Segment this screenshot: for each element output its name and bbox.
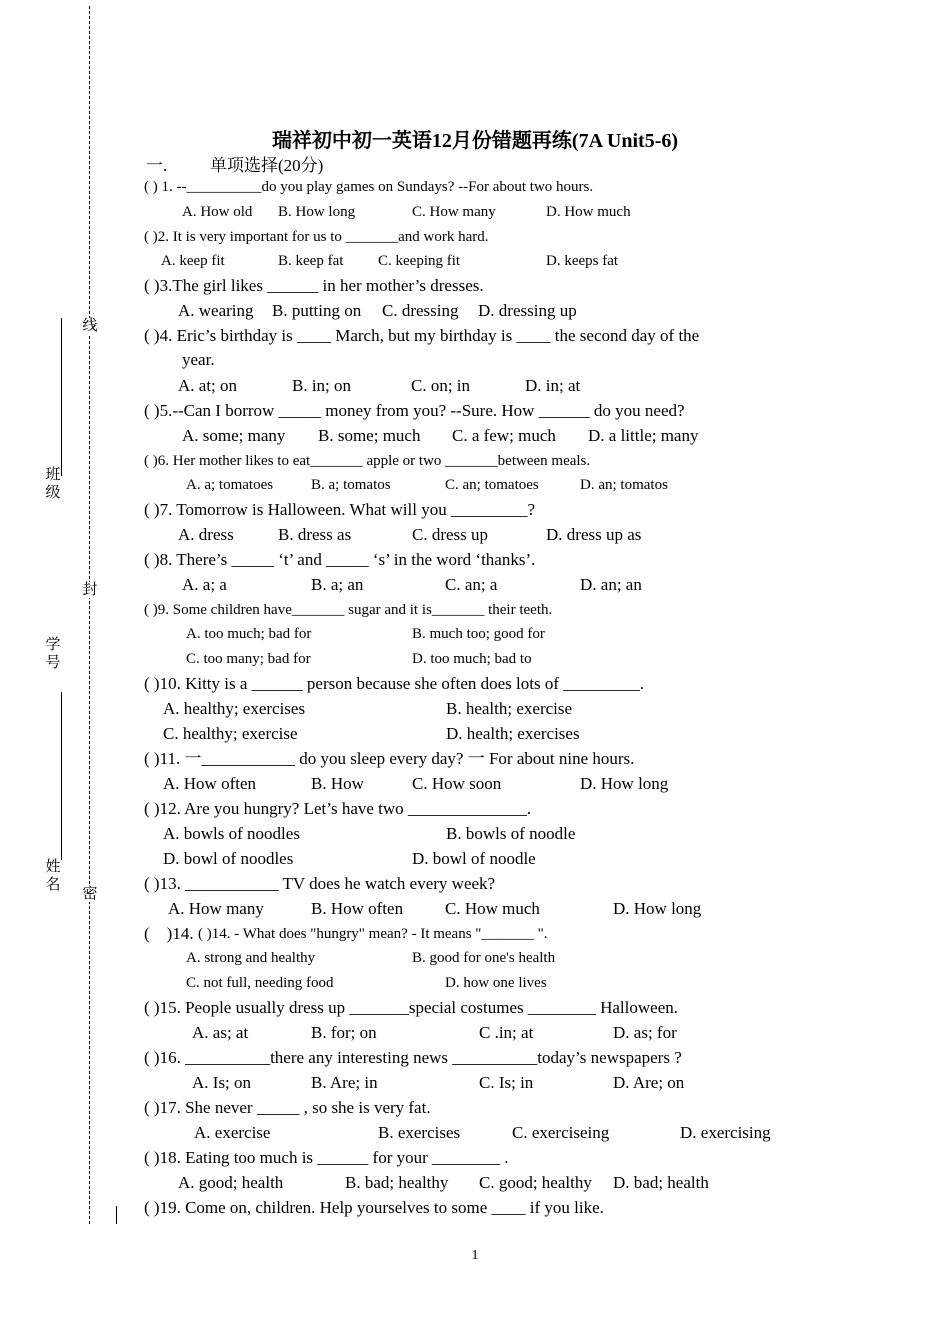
q17-option-d: D. exercising [680,1123,771,1142]
q10-option-d: D. health; exercises [446,724,580,743]
q17-option-b: B. exercises [378,1123,461,1142]
q10-option-b: B. health; exercise [446,699,573,718]
q5-option-d: D. a little; many [588,426,699,445]
q1-option-c: C. How many [412,204,496,220]
question-12: ( )12. Are you hungry? Let’s have two ______________. [144,799,532,818]
q11-option-d: D. How long [580,774,669,793]
question-4 [144,324,806,372]
class-label: 班 级 [45,467,61,501]
q8-option-a: A. a; a [182,575,227,594]
question-1: ( ) 1. --__________do you play games on Sundays? --For about two hours. [144,179,594,195]
question-11: ( )11. 一___________ do you sleep every day? 一 For about nine hours. [144,749,635,768]
q14-option-c: C. not full, needing food [186,975,334,991]
q14-option-d: D. how one lives [445,975,547,991]
q17-option-a: A. exercise [194,1123,271,1142]
binding-dashed-line [89,6,90,1224]
question-16: ( )16. __________there any interesting news __________today’s newspapers ? [144,1048,682,1067]
question-10: ( )10. Kitty is a ______ person because she often does lots of _________. [144,674,644,693]
question-8: ( )8. There’s _____ ‘t’ and _____ ‘s’ in the word ‘thanks’. [144,550,536,569]
q4-option-a: A. at; on [178,376,238,395]
q13-option-c: C. How much [445,899,540,918]
page-number: 1 [471,1248,479,1263]
q8-option-b: B. a; an [311,575,364,594]
q4-option-c: C. on; in [411,376,471,395]
question-14-text: ( )14. - What does "hungry" mean? - It means "_______ ". [198,926,548,942]
question-3: ( )3.The girl likes ______ in her mother’s dresses. [144,276,484,295]
question-18: ( )18. Eating too much is ______ for your ________ . [144,1148,509,1167]
q5-option-a: A. some; many [182,426,286,445]
q13-option-b: B. How often [311,899,404,918]
section-heading [146,151,323,176]
q5-option-c: C. a few; much [452,426,556,445]
q15-option-b: B. for; on [311,1023,377,1042]
q14-prefix: ( )14. [144,924,194,943]
q1-option-d: D. How much [546,204,631,220]
binding-mark-feng: 封 [82,582,98,598]
q11-option-c: C. How soon [412,774,502,793]
q3-option-d: D. dressing up [478,301,577,320]
q13-option-d: D. How long [613,899,702,918]
section-label: 单项选择(20分) [210,156,324,175]
question-14 [144,922,194,946]
q7-option-b: B. dress as [278,525,352,544]
q6-option-b: B. a; tomatos [311,477,391,493]
page-title: 瑞祥初中初一英语12月份错题再练(7A Unit5-6) [271,130,679,152]
q18-option-d: D. bad; health [613,1173,709,1192]
q2-option-d: D. keeps fat [546,253,619,269]
q16-option-c: C. Is; in [479,1073,534,1092]
q16-option-d: D. Are; on [613,1073,685,1092]
q14-option-b: B. good for one's health [412,950,556,966]
q2-option-a: A. keep fit [161,253,225,269]
q15-option-a: A. as; at [192,1023,249,1042]
section-number: 一. [146,156,168,175]
student-number-label: 学 号 [45,637,61,671]
q18-option-c: C. good; healthy [479,1173,592,1192]
q18-option-b: B. bad; healthy [345,1173,449,1192]
q9-option-a: A. too much; bad for [186,626,312,642]
q1-option-b: B. How long [278,204,356,220]
question-19: ( )19. Come on, children. Help yourselves to some ____ if you like. [144,1198,604,1217]
q2-option-c: C. keeping fit [378,253,461,269]
q16-option-b: B. Are; in [311,1073,378,1092]
q3-option-b: B. putting on [272,301,362,320]
question-4-continuation: year. [182,350,215,369]
q7-option-d: D. dress up as [546,525,642,544]
q16-option-a: A. Is; on [192,1073,252,1092]
name-label: 姓 名 [45,859,61,893]
binding-mark-mi: 密 [82,886,98,902]
q12-option-b: B. bowls of noodle [446,824,576,843]
student-number-underline [61,692,62,860]
question-9: ( )9. Some children have_______ sugar and it is_______ their teeth. [144,602,553,618]
q9-option-b: B. much too; good for [412,626,545,642]
binding-mark-xian: 线 [82,318,98,334]
q1-option-a: A. How old [182,204,253,220]
q12-option-a: A. bowls of noodles [163,824,300,843]
q3-option-c: C. dressing [382,301,459,320]
class-underline [61,318,62,476]
q6-option-d: D. an; tomatos [580,477,668,493]
q15-option-c: C .in; at [479,1023,534,1042]
question-13: ( )13. ___________ TV does he watch every week? [144,874,496,893]
q8-option-c: C. an; a [445,575,498,594]
q15-option-d: D. as; for [613,1023,677,1042]
q6-option-c: C. an; tomatoes [445,477,539,493]
q9-option-c: C. too many; bad for [186,651,311,667]
q8-option-d: D. an; an [580,575,642,594]
question-15: ( )15. People usually dress up _______special costumes ________ Halloween. [144,998,678,1017]
q5-option-b: B. some; much [318,426,421,445]
q13-option-a: A. How many [168,899,264,918]
q10-option-c: C. healthy; exercise [163,724,298,743]
q10-option-a: A. healthy; exercises [163,699,306,718]
q3-option-a: A. wearing [178,301,254,320]
q11-option-b: B. How [311,774,364,793]
q6-option-a: A. a; tomatoes [186,477,274,493]
q14-option-a: A. strong and healthy [186,950,316,966]
q4-option-b: B. in; on [292,376,352,395]
question-17: ( )17. She never _____ , so she is very fat. [144,1098,431,1117]
question-4-stem: ( )4. Eric’s birthday is ____ March, but my birthday is ____ the second day of the [144,326,700,345]
margin-end-bar [116,1206,117,1224]
q12-option-c: D. bowl of noodles [163,849,294,868]
question-6: ( )6. Her mother likes to eat_______ apple or two _______between meals. [144,453,591,469]
question-2: ( )2. It is very important for us to _______and work hard. [144,229,489,245]
q4-option-d: D. in; at [525,376,581,395]
question-5: ( )5.--Can I borrow _____ money from you? --Sure. How ______ do you need? [144,401,685,420]
q17-option-c: C. exerciseing [512,1123,610,1142]
question-7: ( )7. Tomorrow is Halloween. What will you _________? [144,500,536,519]
q11-option-a: A. How often [163,774,257,793]
q9-option-d: D. too much; bad to [412,651,532,667]
q7-option-a: A. dress [178,525,234,544]
q7-option-c: C. dress up [412,525,489,544]
q12-option-d: D. bowl of noodle [412,849,536,868]
q2-option-b: B. keep fat [278,253,344,269]
q18-option-a: A. good; health [178,1173,284,1192]
